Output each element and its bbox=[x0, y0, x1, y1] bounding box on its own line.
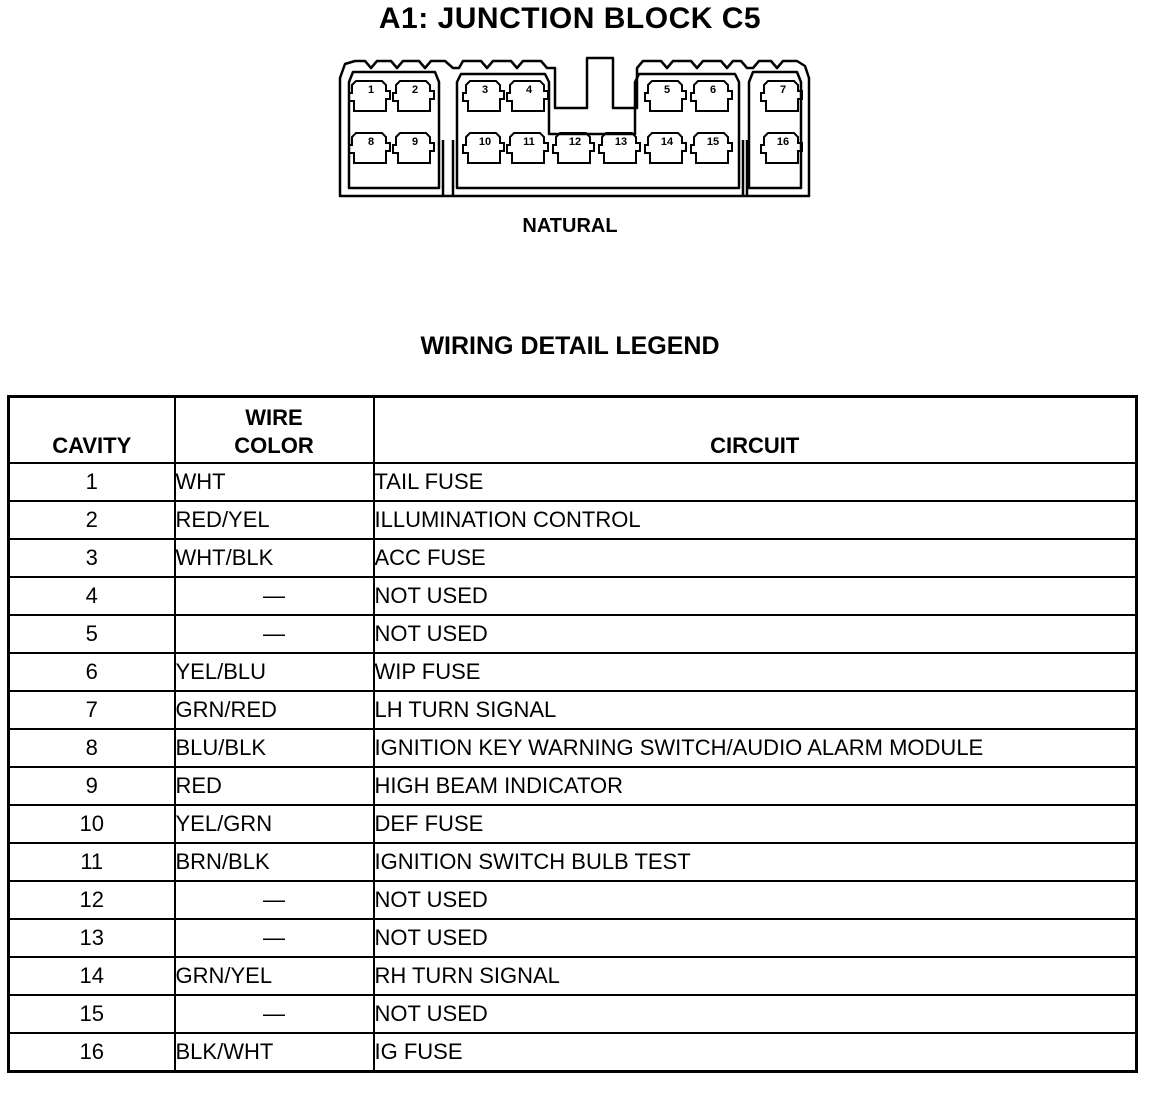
wire-color-cell: BLU/BLK bbox=[175, 729, 374, 767]
header-wire-color bbox=[175, 397, 374, 464]
wire-color-cell: — bbox=[175, 919, 374, 957]
cavity-cell: 12 bbox=[9, 881, 175, 919]
cavity-pin-label: 6 bbox=[709, 84, 717, 96]
cavity-cell: 8 bbox=[9, 729, 175, 767]
table-row bbox=[9, 729, 1137, 767]
cavity-pin-label: 2 bbox=[411, 84, 419, 96]
cavity-pin-label: 1 bbox=[367, 84, 375, 96]
wire-color-cell: YEL/BLU bbox=[175, 653, 374, 691]
table-row bbox=[9, 615, 1137, 653]
circuit-cell: LH TURN SIGNAL bbox=[374, 691, 1137, 729]
wire-color-cell: — bbox=[175, 615, 374, 653]
circuit-cell: WIP FUSE bbox=[374, 653, 1137, 691]
header-cavity: CAVITY bbox=[9, 397, 175, 464]
cavity-cell: 4 bbox=[9, 577, 175, 615]
cavity-pin-label: 16 bbox=[776, 136, 790, 148]
wire-color-cell: RED/YEL bbox=[175, 501, 374, 539]
cavity-pin-label: 3 bbox=[481, 84, 489, 96]
table-row bbox=[9, 539, 1137, 577]
cavity-cell: 15 bbox=[9, 995, 175, 1033]
wire-color-cell: GRN/RED bbox=[175, 691, 374, 729]
cavity-cell: 14 bbox=[9, 957, 175, 995]
cavity-cell: 11 bbox=[9, 843, 175, 881]
circuit-cell: HIGH BEAM INDICATOR bbox=[374, 767, 1137, 805]
wire-color-cell: YEL/GRN bbox=[175, 805, 374, 843]
circuit-cell: NOT USED bbox=[374, 615, 1137, 653]
cavity-cell: 9 bbox=[9, 767, 175, 805]
legend-title: WIRING DETAIL LEGEND bbox=[420, 332, 720, 360]
cavity-pin-label: 13 bbox=[614, 136, 628, 148]
circuit-cell: TAIL FUSE bbox=[374, 463, 1137, 501]
circuit-cell: IGNITION SWITCH BULB TEST bbox=[374, 843, 1137, 881]
circuit-cell: ILLUMINATION CONTROL bbox=[374, 501, 1137, 539]
wire-color-cell: BLK/WHT bbox=[175, 1033, 374, 1072]
cavity-pin-label: 11 bbox=[523, 136, 535, 148]
table-header-row bbox=[9, 397, 1137, 464]
circuit-cell: NOT USED bbox=[374, 995, 1137, 1033]
circuit-cell: ACC FUSE bbox=[374, 539, 1137, 577]
cavity-cell: 13 bbox=[9, 919, 175, 957]
table-row bbox=[9, 957, 1137, 995]
connector-color-label: NATURAL bbox=[522, 215, 618, 237]
wiring-detail-table bbox=[7, 395, 1138, 1073]
table-row bbox=[9, 919, 1137, 957]
table-row bbox=[9, 843, 1137, 881]
wire-color-cell: WHT/BLK bbox=[175, 539, 374, 577]
wire-color-cell: WHT bbox=[175, 463, 374, 501]
circuit-cell: IGNITION KEY WARNING SWITCH/AUDIO ALARM MODULE bbox=[374, 729, 1137, 767]
table-row bbox=[9, 577, 1137, 615]
wire-color-cell: GRN/YEL bbox=[175, 957, 374, 995]
table-row bbox=[9, 767, 1137, 805]
header-wire-color-line2: COLOR bbox=[234, 433, 314, 458]
cavity-pin-label: 9 bbox=[411, 136, 419, 148]
cavity-cell: 3 bbox=[9, 539, 175, 577]
cavity-cell: 1 bbox=[9, 463, 175, 501]
table-row bbox=[9, 805, 1137, 843]
cavity-cell: 2 bbox=[9, 501, 175, 539]
table-row bbox=[9, 463, 1137, 501]
circuit-cell: IG FUSE bbox=[374, 1033, 1137, 1072]
cavity-cell: 10 bbox=[9, 805, 175, 843]
table-row bbox=[9, 653, 1137, 691]
circuit-cell: RH TURN SIGNAL bbox=[374, 957, 1137, 995]
cavity-cell: 7 bbox=[9, 691, 175, 729]
cavity-pin-label: 15 bbox=[706, 136, 720, 148]
wire-color-cell: RED bbox=[175, 767, 374, 805]
diagram-title: A1: JUNCTION BLOCK C5 bbox=[378, 2, 762, 35]
circuit-cell: NOT USED bbox=[374, 577, 1137, 615]
cavity-pin-label: 5 bbox=[663, 84, 671, 96]
cavity-pin-label: 4 bbox=[525, 84, 533, 96]
circuit-cell: NOT USED bbox=[374, 881, 1137, 919]
cavity-cell: 16 bbox=[9, 1033, 175, 1072]
table-row bbox=[9, 501, 1137, 539]
cavity-pin-label: 14 bbox=[660, 136, 674, 148]
wire-color-cell: — bbox=[175, 881, 374, 919]
table-row bbox=[9, 995, 1137, 1033]
cavity-pin-label: 10 bbox=[478, 136, 492, 148]
cavity-cell: 6 bbox=[9, 653, 175, 691]
wire-color-cell: — bbox=[175, 995, 374, 1033]
header-wire-color-line1: WIRE bbox=[245, 405, 303, 430]
circuit-cell: DEF FUSE bbox=[374, 805, 1137, 843]
wire-color-cell: — bbox=[175, 577, 374, 615]
cavity-pin-label: 8 bbox=[367, 136, 375, 148]
header-circuit: CIRCUIT bbox=[374, 397, 1137, 464]
cavity-pin-label: 7 bbox=[779, 84, 787, 96]
table-row bbox=[9, 691, 1137, 729]
cavity-cell: 5 bbox=[9, 615, 175, 653]
wire-color-cell: BRN/BLK bbox=[175, 843, 374, 881]
connector-face-diagram bbox=[335, 56, 815, 204]
circuit-cell: NOT USED bbox=[374, 919, 1137, 957]
table-row bbox=[9, 881, 1137, 919]
cavity-pin-label: 12 bbox=[568, 136, 582, 148]
table-row bbox=[9, 1033, 1137, 1072]
